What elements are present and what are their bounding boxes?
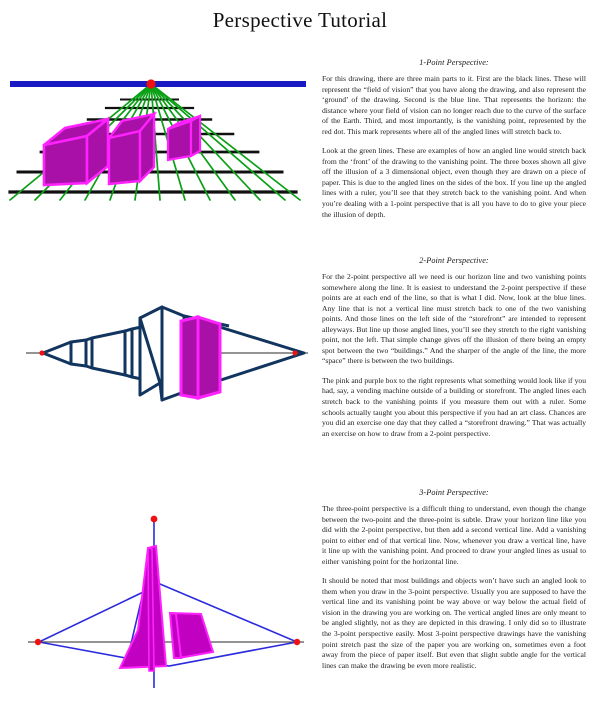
section-heading-two-point: 2-Point Perspective: bbox=[419, 256, 489, 265]
construction-lines bbox=[39, 546, 297, 666]
vanishing-point-right-dot bbox=[294, 639, 300, 645]
paragraph: For this drawing, there are three main parts to it. First are the black lines. These will represent the “field of vision” that you have along the drawing, and also represent the ‘ground’ of the drawing. Second is the blue line. That represents the horizon: the distance where your field of vision can no longer reach due to the curve of the surface of the Earth. Third, and most importantly, is the vanishing point, represented by the red dot. This mark represents where all of the angled lines will stretch back to. bbox=[322, 74, 586, 136]
paragraph: The pink and purple box to the right represents what something would look like if you had, say, a vending machine outside of a building or storefront. The angled lines each stretch back to the vanishing points if you measure them out with a ruler. Some schools actually taught you about this perspective if you had an art class. Chances are you did an exercise one day that they called a “storefront drawing.” That was actually an exercise on how to draw from a 2-point perspective. bbox=[322, 375, 586, 438]
vanishing-point-right-dot bbox=[292, 350, 297, 355]
one-point-svg bbox=[8, 72, 308, 202]
magenta-block-right bbox=[170, 613, 213, 658]
three-point-text-column bbox=[322, 488, 586, 671]
paragraph: It should be noted that most buildings and objects won’t have such an angled look to them when you draw in the 3-point perspective. Usually you are supposed to have the vertical line and its vanishing point be way above or way below the actual field of vision in the drawing you are working on. The vertical angled lines are only meant to be angled slightly, not as they are depicted in this drawing. I only did so to illustrate the 3-point perspective easily. Most 3-point perspective drawings have the vanishing point stretch past the size of the paper you are working on, sometimes even a foot away from the piece of paper itself. But even that slight subtle angle for the vertical lines can make the drawing be even more realistic. bbox=[322, 576, 586, 670]
paragraph: Look at the green lines. These are examples of how an angled line would stretch back from the ‘front’ of the drawing to the vanishing point. The three boxes shown all give off the illusion of a 3 dimensional object, even though they are drawn on a piece of paper. This is due to the angled lines on the sides of the box. If you line up the angled lines with a ruler, you’ll see that they stretch back to the vanishing point. And when you’re dealing with a 1-point perspective that is all you have to do to give your piece the illusion of depth. bbox=[322, 146, 586, 219]
three-point-svg bbox=[4, 506, 309, 696]
vanishing-point-top-dot bbox=[151, 516, 158, 523]
magenta-box-middle bbox=[109, 114, 154, 184]
magenta-vending-machine bbox=[181, 317, 220, 398]
one-point-perspective-diagram bbox=[8, 72, 308, 202]
three-point-perspective-diagram bbox=[4, 506, 309, 696]
two-point-svg bbox=[8, 278, 313, 438]
magenta-box-far bbox=[168, 116, 200, 160]
page-title: Perspective Tutorial bbox=[212, 8, 388, 32]
vanishing-point-dot bbox=[146, 79, 155, 88]
section-heading-one-point: 1-Point Perspective: bbox=[419, 58, 489, 67]
magenta-tower bbox=[120, 546, 166, 671]
two-point-perspective-diagram bbox=[8, 278, 313, 438]
vanishing-point-left-dot bbox=[39, 350, 44, 355]
section-heading-three-point: 3-Point Perspective: bbox=[419, 488, 489, 497]
vanishing-point-left-dot bbox=[35, 639, 41, 645]
section-one-point-perspective bbox=[0, 58, 600, 248]
one-point-text-column bbox=[322, 58, 586, 220]
two-point-text-column bbox=[322, 256, 586, 439]
magenta-box-near bbox=[44, 119, 108, 185]
paragraph: The three-point perspective is a difficult thing to understand, even though the change between the two-point and the three-point is subtle. Draw your horizon line like you did with the 2-point perspective, but then add a second vertical line. Add a vanishing point to either end of that vertical line. Now, whenever you draw a vertical line, have it line up with the vanishing point. And proceed to draw your angled lines as usual to either vanishing point for the horizontal line. bbox=[322, 504, 586, 566]
section-two-point-perspective bbox=[0, 256, 600, 471]
paragraph: For the 2-point perspective all we need is our horizon line and two vanishing points somewhere along the line. It is easiest to understand the 2-point perspective if these points are at each end of the line, so that is what I did. Now, look at the blue lines. Any line that is not a vertical line must stretch back to one of the two vanishing points. And those lines on the left side of the “storefront” are intended to represent alleyways. But line up those angled lines, you’ll see they stretch to the right vanishing point, not the left. That simple change gives off the illusion of there being an empty spot between the two “buildings.” And the sharper of the angle of the line, the more “space” there is between the two buildings. bbox=[322, 272, 586, 366]
section-three-point-perspective bbox=[0, 488, 600, 706]
